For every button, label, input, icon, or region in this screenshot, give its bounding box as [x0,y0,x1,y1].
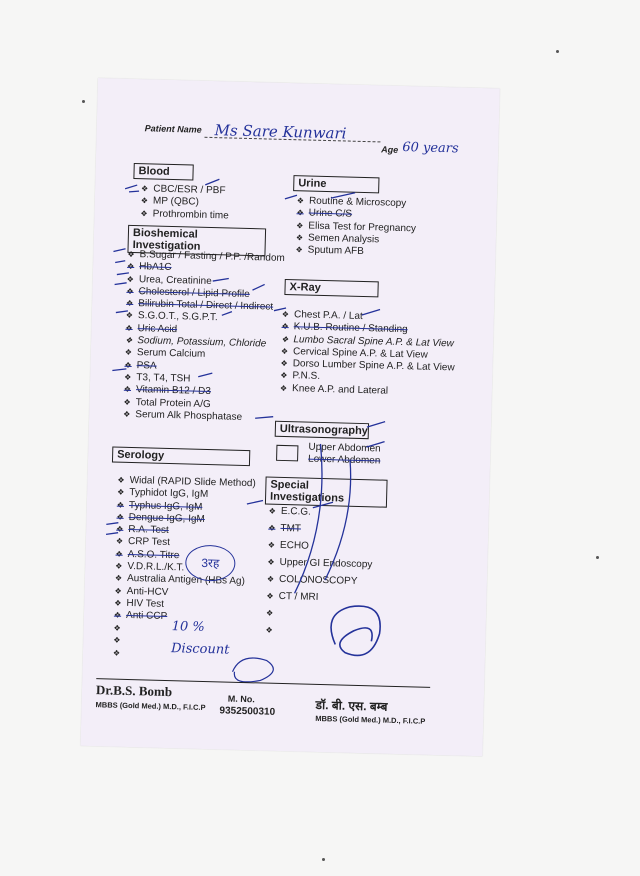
list-item: ❖ Sputum AFB [295,244,415,259]
list-item: ❖ Serum Alk Phosphatase [123,409,281,425]
section-usg-title: Ultrasonography [275,421,369,439]
list-item: ❖ Widal (RAPID Slide Method) [117,475,256,491]
section-special-title: Special Investigations [265,477,388,508]
list-item: ❖ Elisa Test for Pregnancy [296,220,416,235]
doctor-name-hi: डॉ. बी. एस. बम्ब [315,697,388,714]
tick-mark [125,185,139,192]
list-item: ❖ Chest P.A. / Lat [282,309,456,326]
list-item: ❖ Semen Analysis [296,232,416,247]
list-item: ❖ Urine C/S [296,208,416,223]
list-item: ❖ Sodium, Potassium, Chloride [125,335,283,351]
signature-scribble [330,605,380,656]
list-item: Upper Abdomen [308,441,381,455]
doctor-qualification-en: MBBS (Gold Med.) M.D., F.I.C.P [95,700,206,713]
special-empty-bullets: ❖ ❖ [265,608,274,635]
list-item: ❖ Australia Antigen (HBs Ag) [115,573,254,589]
list-item: ❖ Upper GI Endoscopy [267,554,372,574]
list-item: ❖ TMT [268,520,373,540]
list-item: ❖ PSA [124,359,282,375]
list-item: ❖ V.D.R.L./K.T. [115,561,254,577]
list-item: ❖ Cervical Spine A.P. & Lat View [281,346,455,363]
mno-value: 9352500310 [219,705,276,718]
list-item: ❖ Typhus IgG, IgM [117,499,256,515]
list-item: ❖ Dorso Lumber Spine A.P. & Lat View [280,358,454,375]
tick-mark [254,416,385,447]
list-item: ❖ HIV Test [114,598,253,614]
section-xray-title: X-Ray [284,279,378,297]
section-blood-title: Blood [133,163,193,181]
ink-marks-layer [81,78,500,756]
patient-name-value: Ms Sare Kunwari [214,121,347,143]
list-item: ❖ COLONOSCOPY [267,571,372,591]
list-item: ❖ Vitamin B12 / D3 [124,384,282,400]
list-item: ❖ Uric Acid [125,323,283,339]
list-item: ❖ MP (QBC) [141,195,230,210]
list-item: ❖ A.S.O. Titre [115,548,254,564]
list-item: ❖ Serum Calcium [125,347,283,363]
list-item: ❖ Routine & Microscopy [297,195,417,210]
list-item: ❖ Knee A.P. and Lateral [280,383,454,400]
tick-mark [110,248,129,370]
tick-mark [274,307,380,316]
pen-stroke [295,443,352,594]
list-item: ❖ Cholesterol / Lipid Profile [126,286,284,302]
list-item: ❖ Urea, Creatinine [127,273,285,289]
list-item: ❖ S.G.O.T., S.G.P.T. [126,310,284,326]
list-item: ❖ Typhidot IgG, IgM [117,487,256,503]
list-item: ❖ P.N.S. [280,370,454,387]
list-item: ❖ ECHO [268,537,373,557]
list-item: ❖ K.U.B. Routine / Standing [281,321,455,338]
list-item: ❖ Prothrombin time [140,208,229,223]
list-item: ❖ Lumbo Sacral Spine A.P. & Lat View [281,333,455,350]
list-item: ❖ T3, T4, TSH [124,372,282,388]
list-item: ❖ CT / MRI [266,588,371,608]
serology-empty-bullets: ❖ ❖ ❖ [112,623,121,658]
list-item: ❖ HbA1C [127,261,285,277]
list-item: ❖ Bilirubin Total / Direct / Indirect [126,298,284,314]
doctor-name-en: Dr.B.S. Bomb [95,682,173,700]
scan-speck [556,50,559,53]
tick-mark [198,278,265,379]
tick-mark [205,179,219,185]
circled-note: 3रह [185,544,236,581]
list-item: ❖ Total Protein A/G [123,396,281,412]
list-item: ❖ Dengue IgG, IgM [116,512,255,528]
patient-name-label: Patient Name [144,123,202,135]
signature-loop [232,657,273,682]
list-item: ❖ E.C.G. [268,503,373,523]
list-item: ❖ Anti CCP [114,610,253,626]
doctor-qualification-hi: MBBS (Gold Med.) M.D., F.I.C.P [315,713,426,726]
list-item: Lower Abdomen [307,453,381,467]
list-item: ❖ Anti-HCV [114,585,253,601]
list-item: ❖ R.A. Test [116,524,255,540]
scan-speck [596,556,599,559]
tick-mark [285,191,355,201]
age-value: 60 years [402,139,459,157]
section-biochemical-title: Bioshemical Investigation [127,225,266,257]
discount-note: 10 % Discount [170,619,230,658]
age-label: Age [381,144,399,155]
tick-mark [106,522,118,534]
prescription-sheet [81,78,500,756]
section-urine-title: Urine [293,175,379,193]
section-serology-title: Serology [112,447,250,467]
scan-speck [322,858,325,861]
list-item: ❖ CBC/ESR / PBF [141,183,230,198]
mno-label: M. No. [227,693,255,705]
list-item: ❖ B.Sugar / Fasting / P.P. /Random [127,249,285,265]
scan-speck [82,100,85,103]
list-item: ❖ CRP Test [116,536,255,552]
